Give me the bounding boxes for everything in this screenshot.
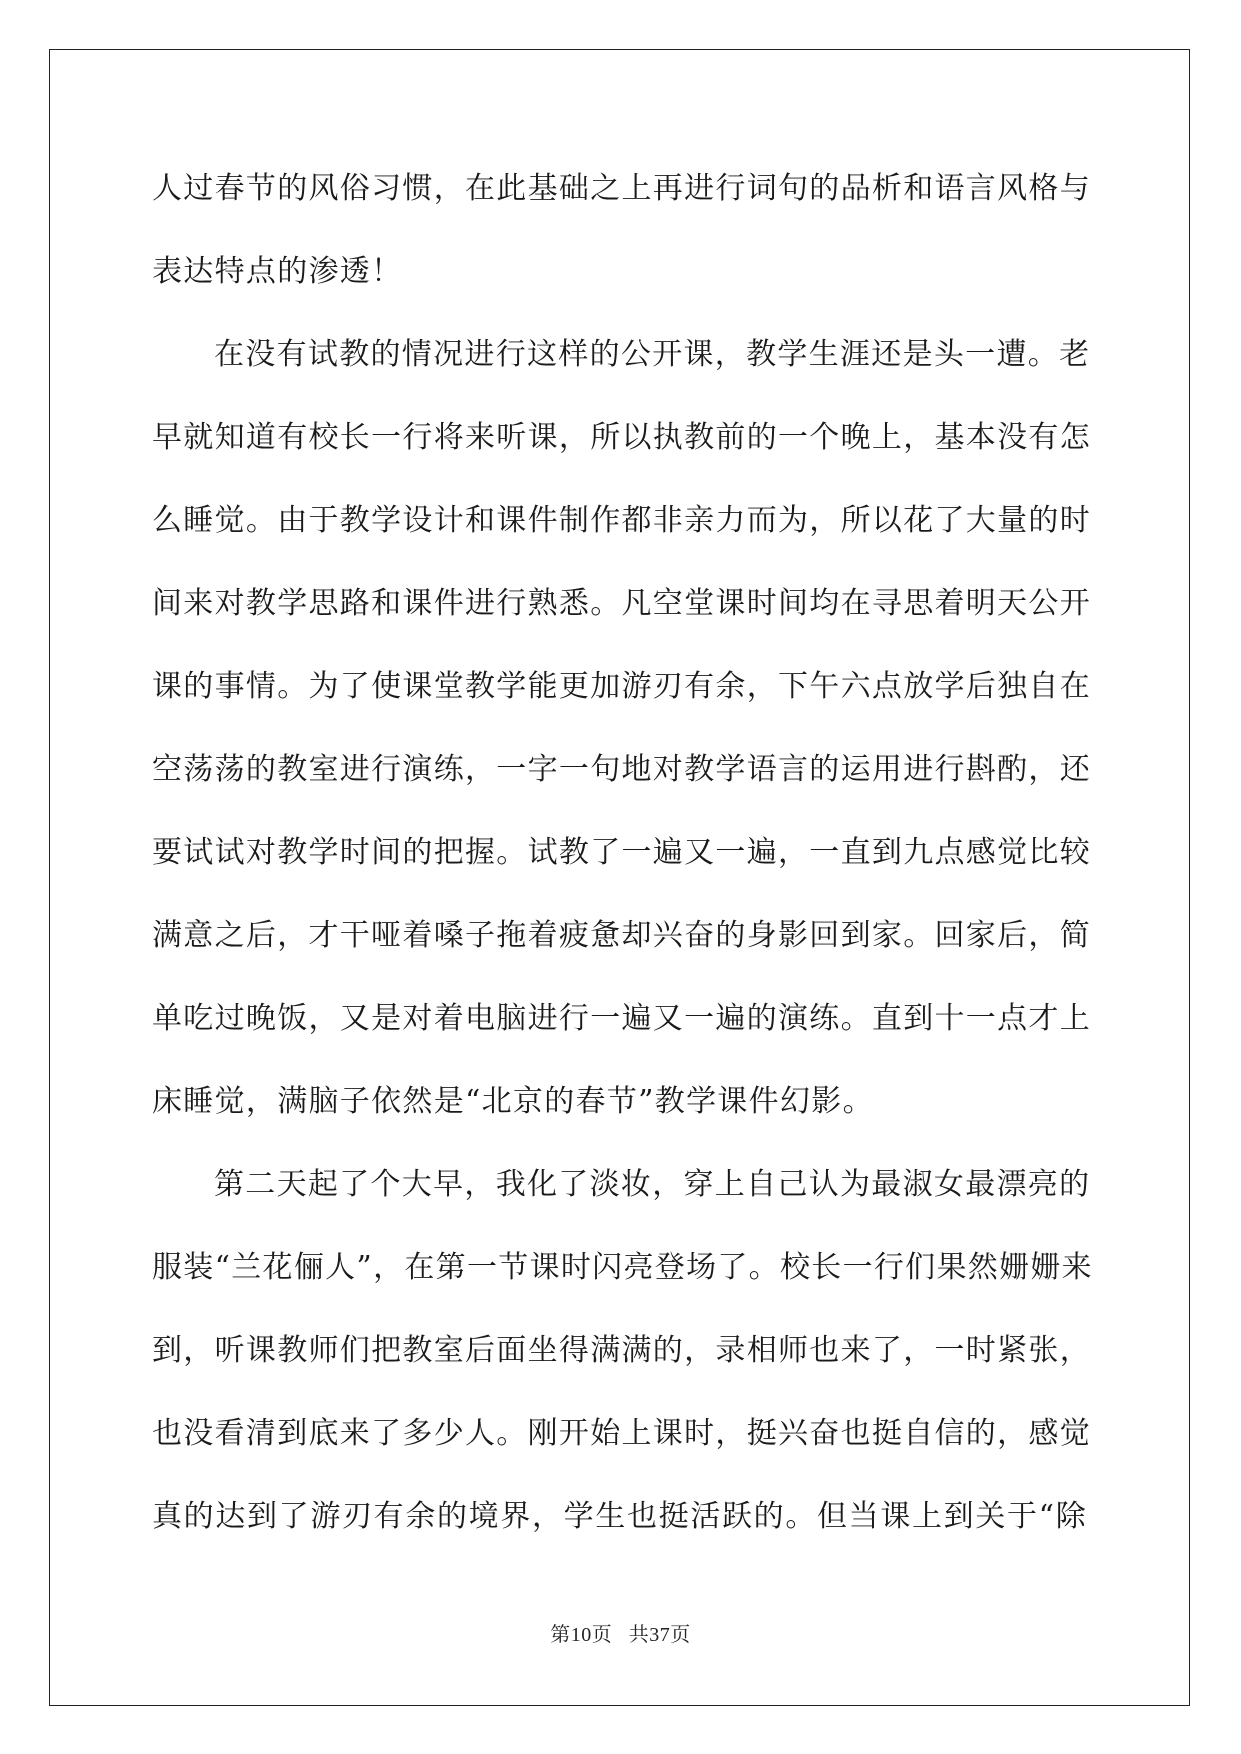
text-line: 间来对教学思路和课件进行熟悉。凡空堂课时间均在寻思着明天公开 [152,586,1091,621]
text-line: 第二天起了个大早，我化了淡妆，穿上自己认为最淑女最漂亮的 [214,1167,1091,1202]
text-line: 真的达到了游刃有余的境界，学生也挺活跃的。但当课上到关于“除 [152,1499,1087,1534]
text-line: 空荡荡的教室进行演练，一字一句地对教学语言的运用进行斟酌，还 [152,752,1091,787]
text-line: 满意之后，才干哑着嗓子拖着疲惫却兴奋的身影回到家。回家后，简 [152,918,1091,953]
text-line: 课的事情。为了使课堂教学能更加游刃有余，下午六点放学后独自在 [152,669,1091,704]
text-line: 表达特点的渗透！ [152,254,403,289]
text-line: 么睡觉。由于教学设计和课件制作都非亲力而为，所以花了大量的时 [152,503,1091,538]
page-footer [0,1618,1241,1647]
text-line: 人过春节的风俗习惯，在此基础之上再进行词句的品析和语言风格与 [152,171,1091,206]
text-line: 床睡觉，满脑子依然是“北京的春节”教学课件幻影。 [152,1084,874,1119]
page-total: 共37页 [628,1624,691,1646]
text-line: 到，听课教师们把教室后面坐得满满的，录相师也来了，一时紧张， [152,1333,1091,1368]
text-line: 单吃过晚饭，又是对着电脑进行一遍又一遍的演练。直到十一点才上 [152,1001,1091,1036]
text-line: 要试试对教学时间的把握。试教了一遍又一遍，一直到九点感觉比较 [152,835,1091,870]
text-line: 早就知道有校长一行将来听课，所以执教前的一个晚上，基本没有怎 [152,420,1091,455]
text-line: 也没看清到底来了多少人。刚开始上课时，挺兴奋也挺自信的，感觉 [152,1416,1091,1451]
text-line: 在没有试教的情况进行这样的公开课，教学生涯还是头一遭。老 [214,337,1091,372]
page-number: 第10页 [550,1624,613,1646]
text-line: 服装“兰花俪人”，在第一节课时闪亮登场了。校长一行们果然姗姗来 [152,1250,1093,1285]
document-body [152,160,1093,1571]
